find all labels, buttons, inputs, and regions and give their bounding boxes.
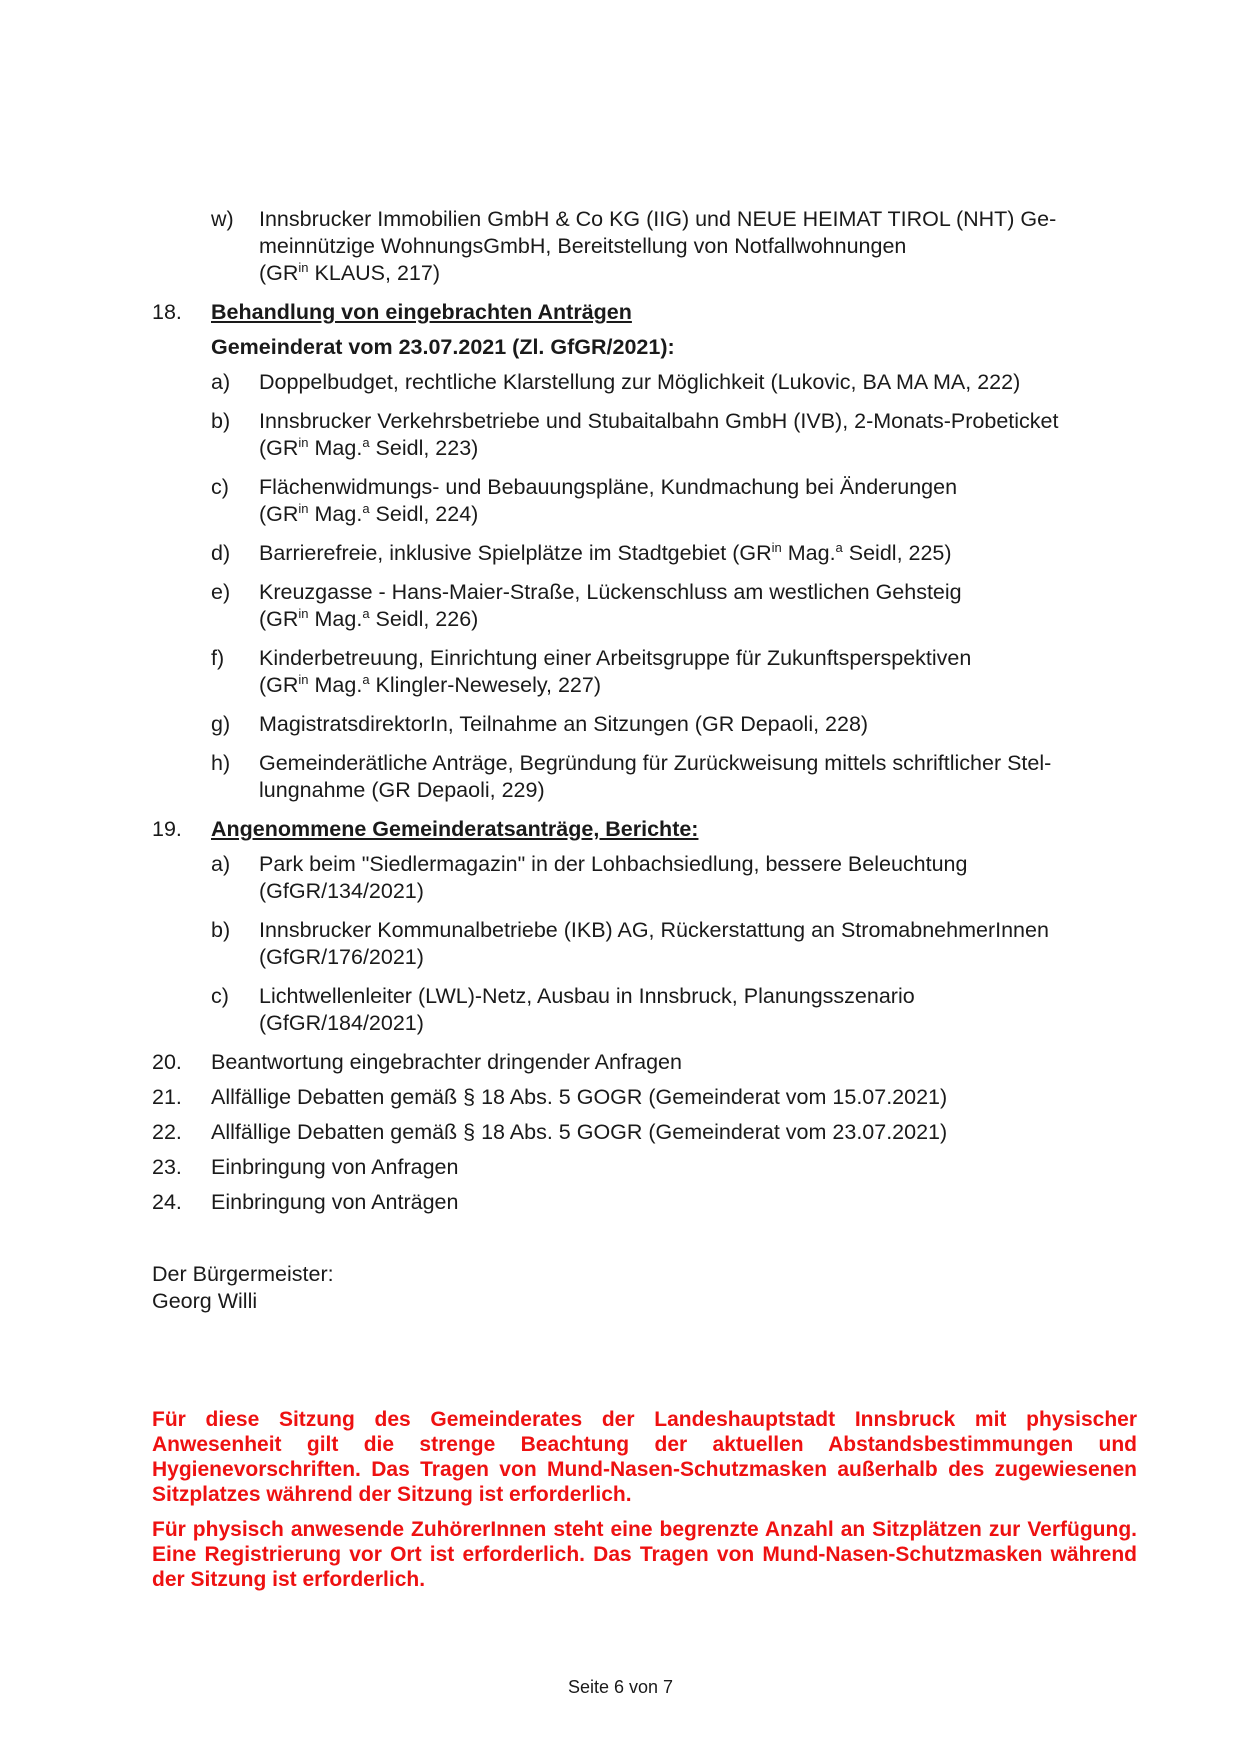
section-23 [152,1154,1137,1181]
item-text: Barrierefreie, inklusive Spielplätze im Stadtgebiet ($GR^{in}$ Mag.$^a$ Seidl, 225) [259,539,952,565]
section-number: 20. [152,1050,182,1074]
section-title: Allfällige Debatten gemäß § 18 Abs. 5 GOGR (Gemeinderat vom 23.07.2021) [211,1120,948,1144]
agenda-item-18g [152,711,1137,738]
agenda-item-18f [152,645,1137,699]
section-title: Beantwortung eingebrachter dringender Anfragen [211,1050,682,1074]
notice-paragraph-1: Für diese Sitzung des Gemeinderates der Landeshauptstadt Innsbruck mit physischer Anwesenheit gilt die strenge Beachtung der aktuellen Abstandsbestimmungen und Hygienevorschriften. Das Tragen von Mund-Nasen-Schutzmasken außerhalb des zugewiesenen Sitzplatzes während der Sitzung ist erforderlich. [152,1408,1137,1506]
agenda-item-18e [152,579,1137,633]
item-letter: b) [211,409,231,433]
item-letter: a) [211,370,231,394]
section-number: 22. [152,1120,182,1144]
item-reference: ($GR^{in}$ Mag.$^a$ Seidl, 223) [259,434,479,460]
item-reference: (GfGR/184/2021) [259,1011,424,1035]
item-text: Innsbrucker Immobilien GmbH & Co KG (IIG) und NEUE HEIMAT TIROL (NHT) Ge- [259,207,1057,231]
item-text: Gemeinderätliche Anträge, Begründung für Zurückweisung mittels schriftlicher Stel- [259,751,1052,775]
section-number: 18. [152,300,182,324]
item-letter: c) [211,984,229,1008]
agenda-item-18d [152,540,1137,567]
item-text: Park beim "Siedlermagazin" in der Lohbachsiedlung, bessere Beleuchtung [259,852,968,876]
section-24 [152,1189,1137,1216]
agenda-item-19c [152,983,1137,1037]
agenda-item-19b [152,917,1137,971]
item-reference: ($GR^{in}$ Mag.$^a$ Klingler-Newesely, 227) [259,671,601,697]
signature-block [152,1261,1137,1315]
item-text: Innsbrucker Verkehrsbetriebe und Stubaitalbahn GmbH (IVB), 2-Monats-Probeticket [259,409,1059,433]
section-18-subtitle [152,334,1137,361]
agenda-item-18a [152,369,1137,396]
item-reference: ($GR^{in}$ Mag.$^a$ Seidl, 226) [259,605,479,631]
section-19 [152,816,1137,843]
agenda-item-w [152,206,1137,287]
section-22 [152,1119,1137,1146]
section-number: 19. [152,817,182,841]
item-letter: b) [211,918,231,942]
section-title: Behandlung von eingebrachten Anträgen [211,300,632,324]
item-reference: ($GR^{in}$ Mag.$^a$ Seidl, 224) [259,500,479,526]
agenda-item-19a [152,851,1137,905]
section-18 [152,299,1137,326]
section-title: Einbringung von Anträgen [211,1190,459,1214]
item-letter: f) [211,646,225,670]
section-number: 24. [152,1190,182,1214]
item-text: Kreuzgasse - Hans-Maier-Straße, Lückenschluss am westlichen Gehsteig [259,580,962,604]
section-21 [152,1084,1137,1111]
item-letter: c) [211,475,229,499]
item-text: Doppelbudget, rechtliche Klarstellung zur Möglichkeit (Lukovic, BA MA MA, 222) [259,370,1021,394]
agenda-item-18c [152,474,1137,528]
notice-paragraph-2: Für physisch anwesende ZuhörerInnen steht eine begrenzte Anzahl an Sitzplätzen zur Verfügung. Eine Registrierung vor Ort ist erforderlich. Das Tragen von Mund-Nasen-Schutzmasken während der Sitzung ist erforderlich. [152,1518,1137,1591]
item-text: lungnahme (GR Depaoli, 229) [259,778,545,802]
item-letter: g) [211,712,231,736]
section-title: Angenommene Gemeinderatsanträge, Berichte: [211,817,699,841]
page-number: Seite 6 von 7 [567,1677,674,1697]
section-number: 23. [152,1155,182,1179]
item-letter: e) [211,580,231,604]
item-text: Kinderbetreuung, Einrichtung einer Arbeitsgruppe für Zukunftsperspektiven [259,646,972,670]
item-text: meinnützige WohnungsGmbH, Bereitstellung von Notfallwohnungen [259,234,907,258]
section-20 [152,1049,1137,1076]
item-reference: (GfGR/134/2021) [259,879,424,903]
item-text: MagistratsdirektorIn, Teilnahme an Sitzungen (GR Depaoli, 228) [259,712,869,736]
signature-role: Der Bürgermeister: [152,1262,334,1286]
agenda-item-18h [152,750,1137,804]
agenda-item-18b [152,408,1137,462]
item-letter: d) [211,541,231,565]
safety-notice [152,1407,1137,1592]
section-title: Einbringung von Anfragen [211,1155,459,1179]
section-title: Allfällige Debatten gemäß § 18 Abs. 5 GOGR (Gemeinderat vom 15.07.2021) [211,1085,948,1109]
item-letter: h) [211,751,231,775]
section-number: 21. [152,1085,182,1109]
item-letter: w) [211,207,234,231]
item-letter: a) [211,852,231,876]
item-reference: ($GR^{in}$ KLAUS, 217) [259,259,441,285]
item-text: Innsbrucker Kommunalbetriebe (IKB) AG, Rückerstattung an StromabnehmerInnen [259,918,1049,942]
signature-name: Georg Willi [152,1289,258,1313]
item-reference: (GfGR/176/2021) [259,945,424,969]
item-text: Flächenwidmungs- und Bebauungspläne, Kundmachung bei Änderungen [259,475,958,499]
section-subtitle: Gemeinderat vom 23.07.2021 (Zl. GfGR/2021): [211,335,675,359]
item-text: Lichtwellenleiter (LWL)-Netz, Ausbau in Innsbruck, Planungsszenario [259,984,915,1008]
agenda-page [152,206,1137,1602]
